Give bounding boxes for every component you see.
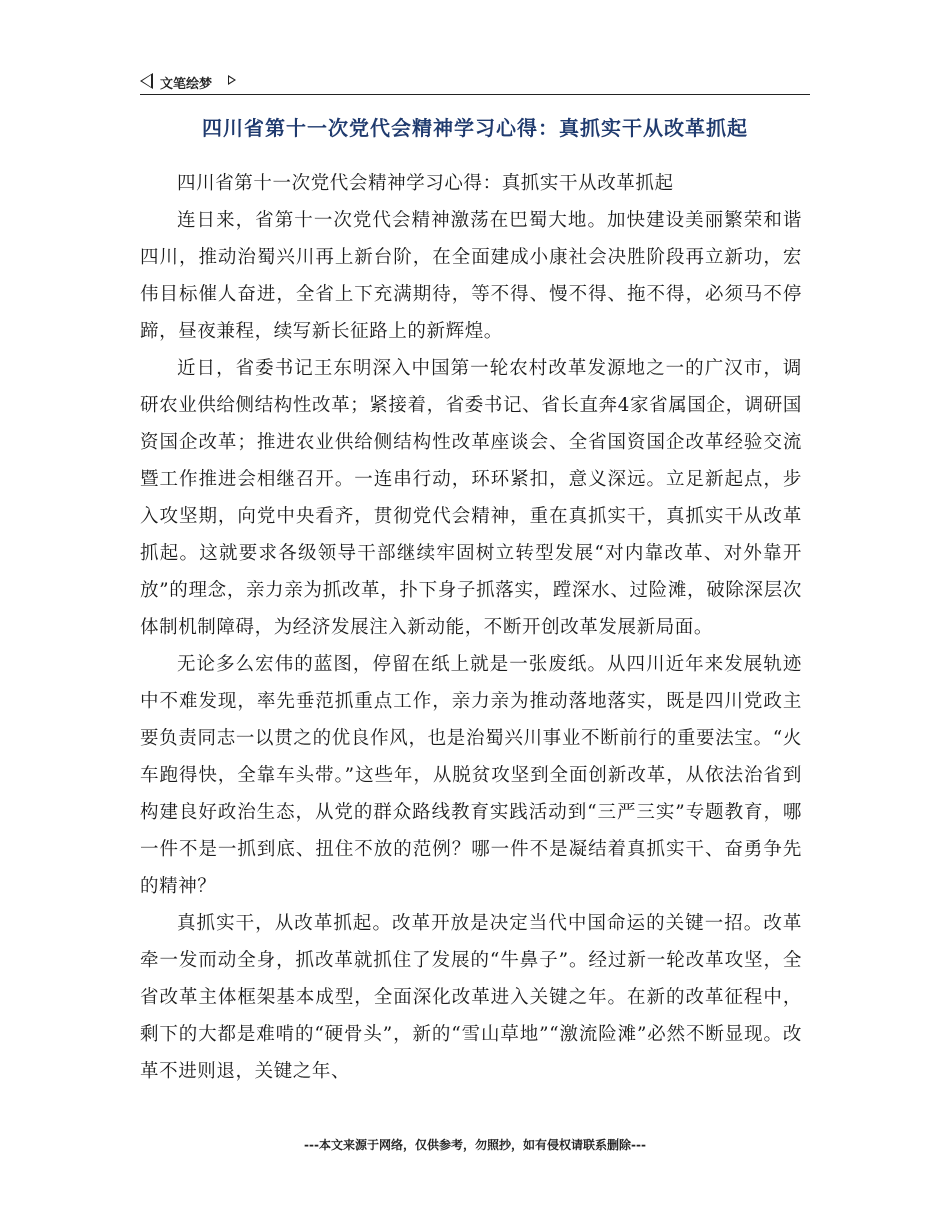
triangle-right-icon bbox=[228, 75, 236, 85]
document-body bbox=[140, 165, 802, 1090]
paragraph: 四川省第十一次党代会精神学习心得：真抓实干从改革抓起 bbox=[177, 173, 674, 194]
page-footer: ---本文来源于网络，仅供参考，勿照抄，如有侵权请联系删除--- bbox=[304, 1138, 646, 1152]
page-header bbox=[140, 70, 810, 95]
document-title: 四川省第十一次党代会精神学习心得：真抓实干从改革抓起 bbox=[202, 116, 748, 140]
paragraph: 连日来，省第十一次党代会精神激荡在巴蜀大地。加快建设美丽繁荣和谐四川，推动治蜀兴川再上新台阶，在全面建成小康社会决胜阶段再立新功，宏伟目标催人奋进，全省上下充满期待，等不得、慢不得、拖不得，必须马不停蹄，昼夜兼程，续写新长征路上的新辉煌。 bbox=[140, 210, 802, 342]
header-brand: 文笔绘梦 bbox=[160, 77, 213, 92]
paragraph: 近日，省委书记王东明深入中国第一轮农村改革发源地之一的广汉市，调研农业供给侧结构性改革；紧接着，省委书记、省长直奔4家省属国企，调研国资国企改革；推进农业供给侧结构性改革座谈会、全省国资国企改革经验交流暨工作推进会相继召开。一连串行动，环环紧扣，意义深远。立足新起点，步入攻坚期，向党中央看齐，贯彻党代会精神，重在真抓实干，真抓实干从改革抓起。这就要求各级领导干部继续牢固树立转型发展“对内靠改革、对外靠开放”的理念，亲力亲为抓改革，扑下身子抓落实，蹚深水、过险滩，破除深层次体制机制障碍，为经济发展注入新动能，不断开创改革发展新局面。 bbox=[140, 358, 802, 638]
paragraph: 真抓实干，从改革抓起。改革开放是决定当代中国命运的关键一招。改革牵一发而动全身，抓改革就抓住了发展的“牛鼻子”。经过新一轮改革攻坚，全省改革主体框架基本成型，全面深化改革进入关键之年。在新的改革征程中，剩下的大都是难啃的“硬骨头”，新的“雪山草地”“激流险滩”必然不断显现。改革不进则退，关键之年、 bbox=[140, 913, 802, 1082]
paragraph: 无论多么宏伟的蓝图，停留在纸上就是一张废纸。从四川近年来发展轨迹中不难发现，率先垂范抓重点工作，亲力亲为推动落地落实，既是四川党政主要负责同志一以贯之的优良作风，也是治蜀兴川事业不断前行的重要法宝。“火车跑得快，全靠车头带。”这些年，从脱贫攻坚到全面创新改革，从依法治省到构建良好政治生态，从党的群众路线教育实践活动到“三严三实”专题教育，哪一件不是一抓到底、扭住不放的范例？哪一件不是凝结着真抓实干、奋勇争先的精神？ bbox=[140, 654, 802, 897]
triangle-left-icon bbox=[140, 73, 153, 89]
